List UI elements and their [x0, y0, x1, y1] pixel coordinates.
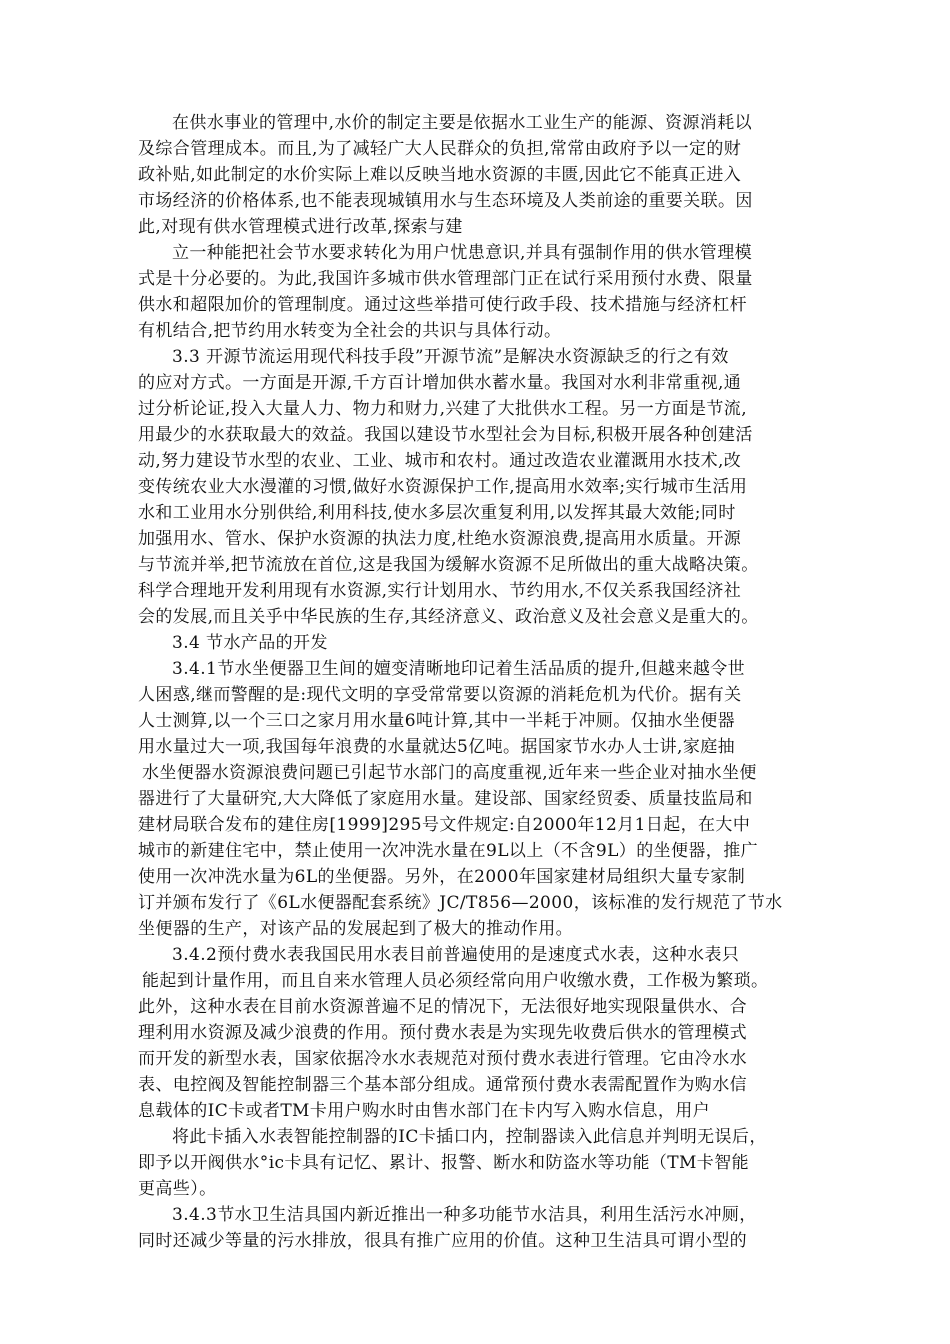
text-line: 即予以开阀供水°ic卡具有记忆、累计、报警、断水和防盗水等功能（TM卡智能 [138, 1153, 750, 1173]
text-line: 人士测算,以一个三口之家月用水量6吨计算,其中一半耗于冲厕。仅抽水坐便器 [138, 711, 736, 731]
text-line: 此,对现有供水管理模式进行改革,探索与建 [138, 217, 463, 237]
subsection-heading-3-4-2: 3.4.2预付费水表我国民用水表目前普遍使用的是速度式水表，这种水表只 [172, 945, 740, 965]
text-line: 加强用水、管水、保护水资源的执法力度,杜绝水资源浪费,提高用水质量。开源 [138, 529, 742, 549]
text-line: 同时还减少等量的污水排放，很具有推广应用的价值。这种卫生洁具可谓小型的 [138, 1231, 747, 1251]
text-line: 城市的新建住宅中，禁止使用一次冲洗水量在9L以上（不含9L）的坐便器，推广 [138, 841, 759, 861]
text-line: 息载体的IC卡或者TM卡用户购水时由售水部门在卡内写入购水信息，用户 [138, 1101, 711, 1121]
text-line: 理利用水资源及减少浪费的作用。预付费水表是为实现先收费后供水的管理模式 [138, 1023, 747, 1043]
section-heading-3-3: 3.3 开源节流运用现代科技手段”开源节流”是解决水资源缺乏的行之有效 [172, 347, 729, 367]
text-line: 水和工业用水分别供给,利用科技,使水多层次重复利用,以发挥其最大效能;同时 [138, 503, 736, 523]
text-line: 动,努力建设节水型的农业、工业、城市和农村。通过改造农业灌溉用水技术,改 [138, 451, 742, 471]
text-line: 在供水事业的管理中,水价的制定主要是依据水工业生产的能源、资源消耗以 [172, 113, 753, 133]
text-line: 科学合理地开发利用现有水资源,实行计划用水、节约用水,不仅关系我国经济社 [138, 581, 742, 601]
text-line: 供水和超限加价的管理制度。通过这些举措可使行政手段、技术措施与经济杠杆 [138, 295, 747, 315]
text-line: 人困惑,继而警醒的是:现代文明的享受常常要以资源的消耗危机为代价。据有关 [138, 685, 742, 705]
section-heading-3-4: 3.4 节水产品的开发 [172, 633, 328, 653]
text-line: 坐便器的生产，对该产品的发展起到了极大的推动作用。 [138, 919, 573, 939]
text-line: 政补贴,如此制定的水价实际上难以反映当地水资源的丰匮,因此它不能真正进入 [138, 165, 742, 185]
text-line: 立一种能把社会节水要求转化为用户忧患意识,并具有强制作用的供水管理模 [172, 243, 753, 263]
text-line: 会的发展,而且关乎中华民族的生存,其经济意义、政治意义及社会意义是重大的。 [138, 607, 759, 627]
text-line: 此外，这种水表在目前水资源普遍不足的情况下，无法很好地实现限量供水、合 [138, 997, 747, 1017]
text-line: 变传统农业大水漫灌的习惯,做好水资源保护工作,提高用水效率;实行城市生活用 [138, 477, 748, 497]
text-line: 器进行了大量研究,大大降低了家庭用水量。建设部、国家经贸委、质量技监局和 [138, 789, 753, 809]
text-line: 建材局联合发布的建住房[1999]295号文件规定:自2000年12月1日起，在大中 [138, 815, 751, 835]
subsection-heading-3-4-3: 3.4.3节水卫生洁具国内新近推出一种多功能节水洁具，利用生活污水冲厕， [172, 1205, 757, 1225]
text-line: 能起到计量作用，而且自来水管理人员必须经常向用户收缴水费，工作极为繁琐。 [142, 971, 769, 991]
text-line: 而开发的新型水表，国家依据冷水水表规范对预付费水表进行管理。它由冷水水 [138, 1049, 747, 1069]
text-line: 过分析论证,投入大量人力、物力和财力,兴建了大批供水工程。另一方面是节流, [138, 399, 748, 419]
text-line: 式是十分必要的。为此,我国许多城市供水管理部门正在试行采用预付水费、限量 [138, 269, 753, 289]
text-line: 用最少的水获取最大的效益。我国以建设节水型社会为目标,积极开展各种创建活 [138, 425, 753, 445]
text-line: 用水量过大一项,我国每年浪费的水量就达5亿吨。据国家节水办人士讲,家庭抽 [138, 737, 736, 757]
text-line: 及综合管理成本。而且,为了减轻广大人民群众的负担,常常由政府予以一定的财 [138, 139, 742, 159]
text-line: 表、电控阀及智能控制器三个基本部分组成。通常预付费水表需配置作为购水信 [138, 1075, 747, 1095]
text-line: 的应对方式。一方面是开源,千方百计增加供水蓄水量。我国对水利非常重视,通 [138, 373, 742, 393]
text-line: 订并颁布发行了《6L水便器配套系统》JC/T856—2000，该标准的发行规范了节水 [138, 893, 783, 913]
text-line: 水坐便器水资源浪费问题已引起节水部门的高度重视,近年来一些企业对抽水坐便 [142, 763, 757, 783]
subsection-heading-3-4-1: 3.4.1节水坐便器卫生间的嬗变清晰地印记着生活品质的提升,但越来越令世 [172, 659, 746, 679]
text-line: 与节流并举,把节流放在首位,这是我国为缓解水资源不足所做出的重大战略决策。 [138, 555, 759, 575]
text-line: 市场经济的价格体系,也不能表现城镇用水与生态环境及人类前途的重要关联。因 [138, 191, 753, 211]
text-line: 有机结合,把节约用水转变为全社会的共识与具体行动。 [138, 321, 562, 341]
text-line: 使用一次冲洗水量为6L的坐便器。另外，在2000年国家建材局组织大量专家制 [138, 867, 746, 887]
text-line: 将此卡插入水表智能控制器的IC卡插口内，控制器读入此信息并判明无误后， [172, 1127, 767, 1147]
text-line: 更高些）。 [138, 1179, 217, 1199]
